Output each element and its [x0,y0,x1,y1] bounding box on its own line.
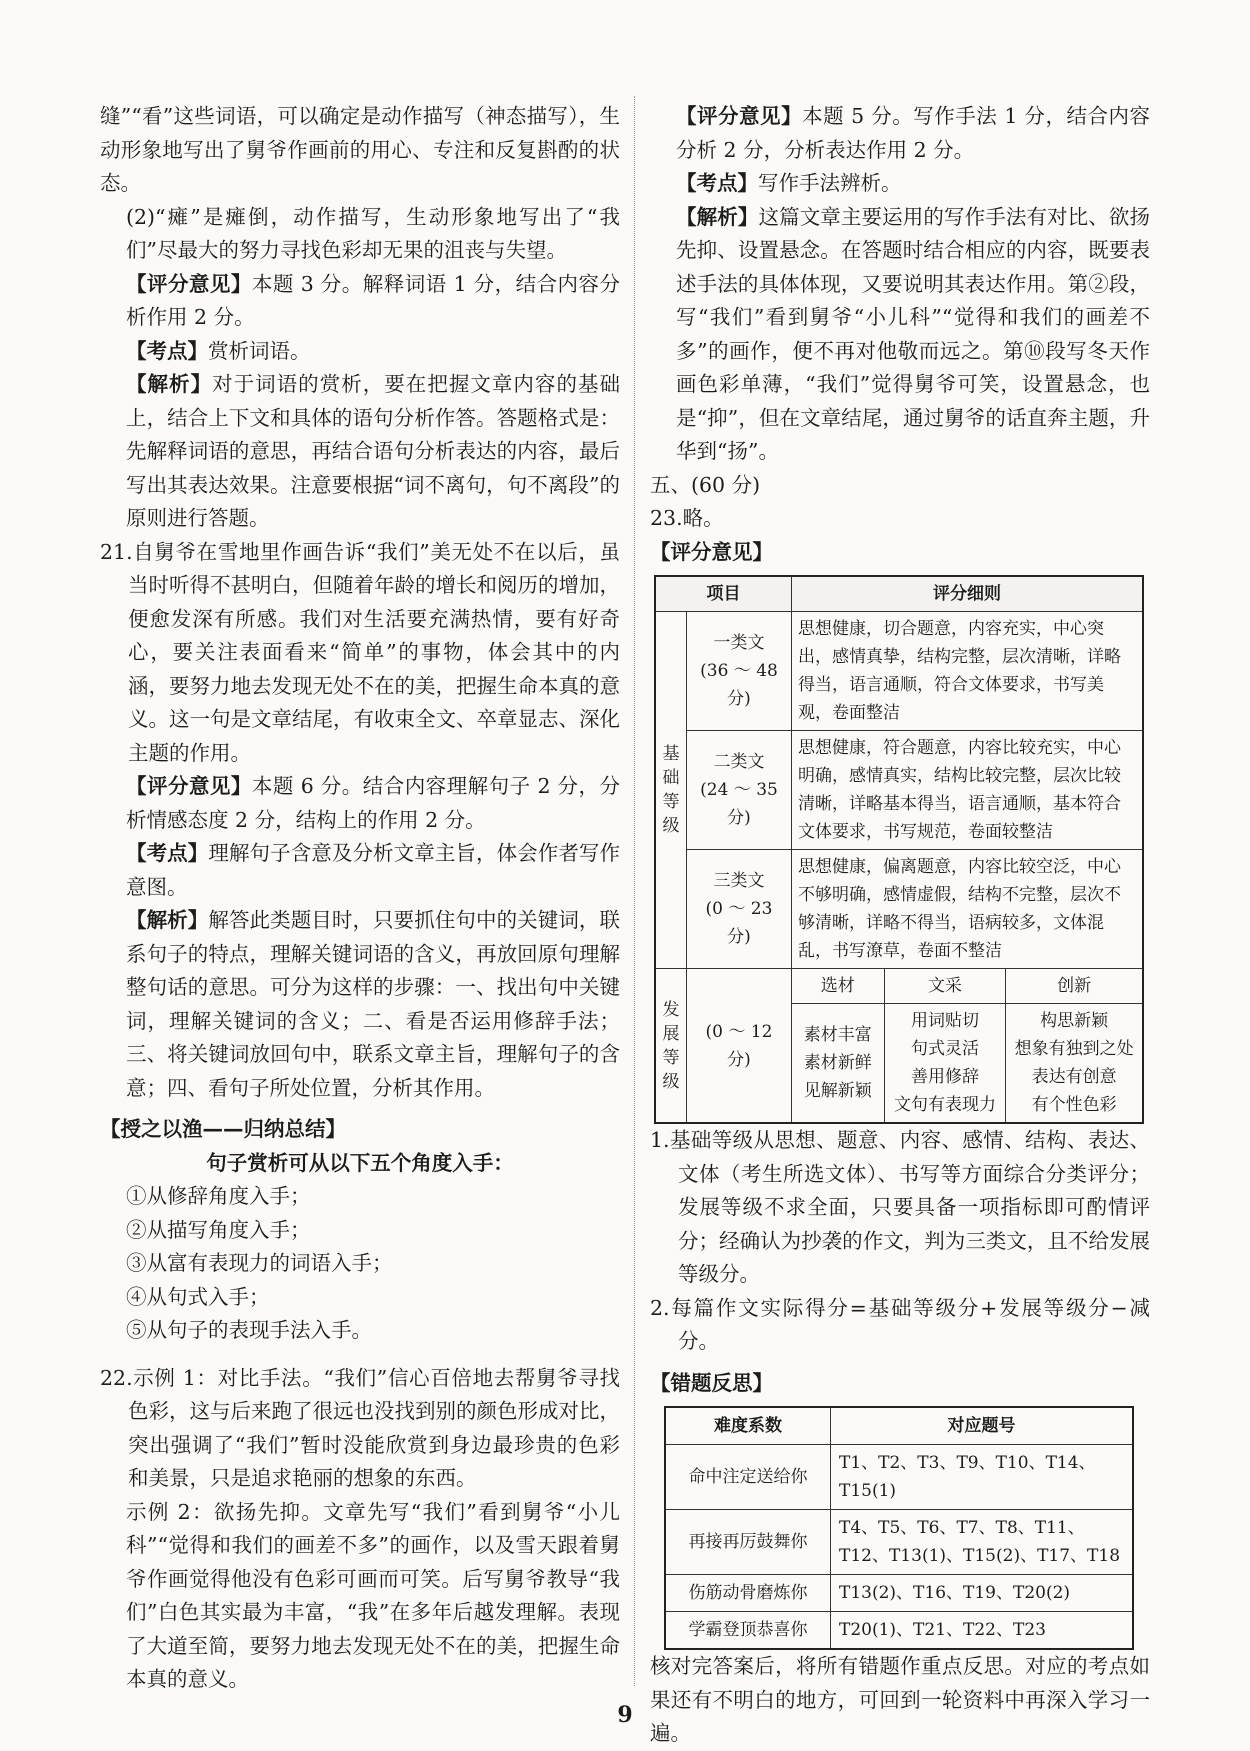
level-cell: 二类文 (24 ～ 35 分) [687,731,792,850]
answer-22-example-2: 示例 2：欲扬先抑。文章先写“我们”看到舅爷“小儿科”“觉得和我们的画差不多”的画作，以及雪天跟着舅爷作画觉得他没有色彩可画而可笑。后写舅爷教导“我们”白色其实最为丰富，“我”在多年后越发理解。表现了大道至简，要努力地去发现无处不在的美，把握生命本真的意义。 [126,1499,620,1691]
level-cell: 三类文 (0 ～ 23 分) [687,850,792,969]
page-number: 9 [617,1702,633,1728]
tag-label: 【解析】 [126,372,213,396]
table-row [655,969,1143,1004]
level-description: 思想健康，偏离题意，内容比较空泛，中心不够明确，感情虚假，结构不完整，层次不够清晰，详略不得当，语病较多，文体混乱，书写潦草，卷面不整洁 [792,850,1144,969]
question-list-cell: T20(1)、T21、T22、T23 [831,1612,1134,1650]
answer-20-1-tail: 缝”“看”这些词语，可以确定是动作描写（神态描写），生动形象地写出了舅爷作画前的用心、专注和反复斟酌的状态。 [100,104,620,195]
table-header-cell: 评分细则 [792,576,1144,612]
analysis-22: 【解析】这篇文章主要运用的写作手法有对比、欲扬先抑、设置悬念。在答题时结合相应的内容，既要表述手法的具体体现，又要说明其表达作用。第②段，写“我们”看到舅爷“小儿科”“觉得和我们的画差不多”的画作，便不再对他敬而远之。第⑩段写冬天作画色彩单薄，“我们”觉得舅爷可笑，设置悬念，也是“抑”，但在文章结尾，通过舅爷的话直奔主题，升华到“扬”。 [676,204,1151,463]
summary-lead: 句子赏析可从以下五个角度入手： [206,1150,514,1175]
table-row [665,1445,1133,1510]
question-list-cell: T13(2)、T16、T19、T20(2) [831,1575,1134,1612]
table-row [665,1510,1133,1575]
table-header-row [655,576,1143,612]
difficulty-cell: 伤筋动骨磨炼你 [665,1575,831,1612]
grading-note-1: 1.基础等级从思想、题意、内容、感情、结构、表达、文体（考生所选文体）、书写等方面综合分类评分；发展等级不求全面，只要具备一项指标即可酌情评分；经确认为抄袭的作文，判为三类文，且不给发展等级分。 [650,1128,1150,1286]
development-level-label: 发展等级 [655,969,687,1124]
summary-item: ③从富有表现力的词语入手； [126,1251,393,1275]
table-header-cell: 对应题号 [831,1407,1134,1445]
error-review-note: 核对完答案后，将所有错题作重点反思。对应的考点如果还有不明白的地方，可回到一轮资料中再深入学习一遍。 [650,1654,1150,1745]
difficulty-cell: 再接再厉鼓舞你 [665,1510,831,1575]
table-row [655,612,1143,731]
development-range: (0 ～ 12 分) [687,969,792,1124]
error-review-table [664,1406,1134,1650]
exam-point-21: 【考点】理解句子含意及分析文章主旨，体会作者写作意图。 [126,841,621,899]
right-column [650,100,1150,1751]
level-cell: 一类文 (36 ～ 48 分) [687,612,792,731]
analysis-20: 【解析】对于词语的赏析，要在把握文章内容的基础上，结合上下文和具体的语句分析作答。答题格式是：先解释词语的意思，再结合语句分析表达的内容，最后写出其表达效果。注意要根据“词不离句，句不离段”的原则进行答题。 [126,372,621,530]
summary-item: ④从句式入手； [126,1284,270,1309]
level-description: 思想健康，符合题意，内容比较充实，中心明确，感情真实，结构比较完整，层次比较清晰，详略基本得当，语言通顺，基本符合文体要求，书写规范，卷面较整洁 [792,731,1144,850]
dev-header-cell: 文采 [884,969,1006,1004]
table-row [665,1575,1133,1612]
answer-23: 23.略。 [650,506,724,530]
tag-label: 【解析】 [676,204,759,229]
error-review-title: 【错题反思】 [650,1370,773,1395]
column-divider [634,96,635,1686]
difficulty-cell: 命中注定送给你 [665,1445,831,1510]
table-row [655,731,1143,850]
table-header-row [665,1407,1133,1445]
table-header-cell: 难度系数 [665,1407,831,1445]
dev-criteria-cell: 用词贴切 句式灵活 善用修辞 文句有表现力 [884,1004,1006,1124]
table-row [655,850,1143,969]
summary-item: ②从描写角度入手； [126,1217,311,1242]
tag-label: 【评分意见】 [126,774,252,798]
answer-22-example-1: 22.示例 1：对比手法。“我们”信心百倍地去帮舅爷寻找色彩，这与后来跑了很远也没找到别的颜色形成对比，突出强调了“我们”暂时没能欣赏到身边最珍贵的色彩和美景，只是追求艳丽的想象的东西。 [100,1365,620,1490]
question-list-cell: T4、T5、T6、T7、T8、T11、T12、T13(1)、T15(2)、T17、T18 [831,1510,1134,1575]
analysis-21: 【解析】解答此类题目时，只要抓住句中的关键词，联系句子的特点，理解关键词语的含义，再放回原句理解整句话的意思。可分为这样的步骤：一、找出句中关键词，理解关键词的含义；二、看是否运用修辞手法；三、将关键词放回句中，联系文章主旨，理解句子的含意；四、看句子所处位置，分析其作用。 [126,908,621,1100]
summary-item: ⑤从句子的表现手法入手。 [126,1318,372,1342]
exam-point-20: 【考点】赏析词语。 [126,338,311,363]
summary-title: 【授之以渔——归纳总结】 [100,1117,346,1141]
left-column [100,100,620,1697]
section-5-heading: 五、(60 分) [650,472,761,497]
tag-label: 【解析】 [126,908,209,932]
grading-table [654,575,1144,1124]
tag-label: 【考点】 [126,841,209,865]
basic-level-label: 基础等级 [655,612,687,969]
tag-label: 【评分意见】 [676,104,803,128]
dev-header-cell: 创新 [1006,969,1143,1004]
grading-note-2: 2.每篇作文实际得分=基础等级分+发展等级分−减分。 [650,1295,1150,1353]
difficulty-cell: 学霸登顶恭喜你 [665,1612,831,1650]
scoring-note-22: 【评分意见】本题 5 分。写作手法 1 分，结合内容分析 2 分，分析表达作用 2 分。 [676,104,1150,162]
tag-label: 【考点】 [676,171,758,195]
tag-label: 【考点】 [126,338,208,363]
dev-criteria-cell: 素材丰富 素材新鲜 见解新颖 [792,1004,885,1124]
scoring-note-20: 【评分意见】本题 3 分。解释词语 1 分，结合内容分析作用 2 分。 [126,271,621,329]
level-description: 思想健康，切合题意，内容充实，中心突出，感情真挚，结构完整，层次清晰，详略得当，语言通顺，符合文体要求，书写美观，卷面整洁 [792,612,1144,731]
scoring-note-21: 【评分意见】本题 6 分。结合内容理解句子 2 分，分析情感态度 2 分，结构上的作用 2 分。 [126,774,621,832]
dev-header-cell: 选材 [792,969,885,1004]
answer-20-2: (2)“瘫”是瘫倒，动作描写，生动形象地写出了“我们”尽最大的努力寻找色彩却无果的沮丧与失望。 [126,204,620,262]
question-list-cell: T1、T2、T3、T9、T10、T14、T15(1) [831,1445,1134,1510]
scoring-note-23-title: 【评分意见】 [650,539,773,564]
answer-21: 21.自舅爷在雪地里作画告诉“我们”美无处不在以后，虽当时听得不甚明白，但随着年龄的增长和阅历的增加，便愈发深有所感。我们对生活要充满热情，要有好奇心，要关注表面看来“简单”的事物，体会其中的内涵，要努力地去发现无处不在的美，把握生命本真的意义。这一句是文章结尾，有收束全文、卒章显志、深化主题的作用。 [100,539,620,765]
tag-label: 【评分意见】 [126,271,252,296]
summary-item: ①从修辞角度入手； [126,1184,311,1208]
table-row [665,1612,1133,1650]
table-header-cell: 项目 [655,576,792,612]
exam-point-22: 【考点】写作手法辨析。 [676,171,902,195]
dev-criteria-cell: 构思新颖 想象有独到之处 表达有创意 有个性色彩 [1006,1004,1143,1124]
